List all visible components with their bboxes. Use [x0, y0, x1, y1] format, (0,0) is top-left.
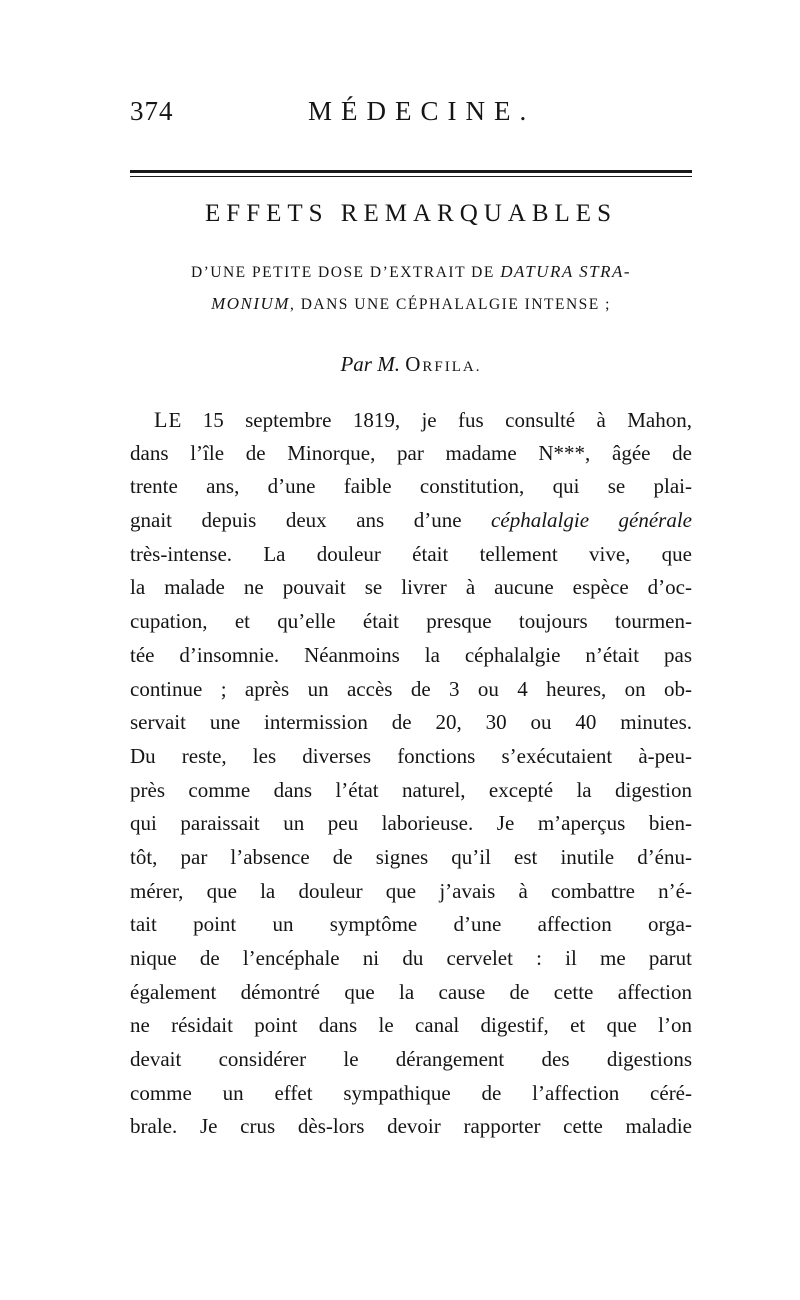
initial-capital: L — [154, 407, 169, 432]
text-line — [130, 807, 692, 841]
section-title: MÉDECINE. — [308, 96, 536, 126]
text-line — [130, 403, 692, 437]
line-text: continue ; après un accès de 3 ou 4 heures, on ob- — [130, 676, 692, 701]
text-line — [130, 504, 692, 538]
header-rule-thick — [130, 170, 692, 173]
text-line — [130, 976, 692, 1010]
text-line — [130, 908, 692, 942]
subtitle-text: , DANS UNE CÉPHALALGIE INTENSE ; — [289, 296, 611, 313]
text-line — [130, 437, 692, 471]
text-line — [130, 639, 692, 673]
author-name: ORFILA. — [405, 352, 482, 376]
text-line — [130, 942, 692, 976]
author-byline — [130, 352, 692, 377]
text-line — [130, 1110, 692, 1144]
line-text: également démontré que la cause de cette affection — [130, 979, 692, 1004]
line-text: servait une intermission de 20, 30 ou 40 minutes. — [130, 710, 692, 735]
text-line — [130, 571, 692, 605]
line-text: brale. Je crus dès-lors devoir rapporter cette maladie — [130, 1114, 692, 1139]
header-rule-thin — [130, 176, 692, 177]
subtitle-text: D’UNE PETITE DOSE D’EXTRAIT DE — [190, 264, 501, 281]
text-line — [130, 774, 692, 808]
text-line — [130, 538, 692, 572]
text-line — [130, 740, 692, 774]
line-text: ne résidait point dans le canal digestif, et que l’on — [130, 1013, 692, 1038]
text-line — [130, 1077, 692, 1111]
line-text: très-intense. La douleur était tellement vive, que — [130, 541, 692, 566]
line-text: gnait depuis deux ans d’une — [130, 508, 492, 533]
text-line — [130, 470, 692, 504]
line-text: dans l’île de Minorque, par madame N***, âgée de — [130, 440, 692, 465]
line-text: près comme dans l’état naturel, excepté la digestion — [130, 777, 692, 802]
article-title: EFFETS REMARQUABLES — [205, 200, 617, 227]
line-italic-text: céphalalgie générale — [491, 508, 693, 533]
running-head — [130, 96, 690, 136]
line-text: la malade ne pouvait se livrer à aucune espèce d’oc- — [130, 575, 692, 600]
article-subtitle-line-1 — [130, 262, 692, 282]
line-text: comme un effet sympathique de l’affection céré- — [130, 1080, 692, 1105]
line-text: cupation, et qu’elle était presque toujours tourmen- — [130, 609, 692, 634]
page-number: 374 — [130, 96, 174, 126]
byline-prefix: Par M. — [340, 352, 400, 376]
text-line — [130, 1043, 692, 1077]
line-text: mérer, que la douleur que j’avais à combattre n’é- — [130, 878, 692, 903]
subtitle-italic: MONIUM — [211, 294, 290, 313]
line-text: devait considérer le dérangement des digestions — [130, 1047, 692, 1072]
line-text: nique de l’encéphale ni du cervelet : il me parut — [130, 946, 692, 970]
line-text: tée d’insomnie. Néanmoins la céphalalgie n’était pas — [130, 642, 692, 667]
line-text: E 15 septembre 1819, je fus consulté à Mahon, — [168, 408, 692, 432]
line-text: trente ans, d’une faible constitution, qui se plai- — [130, 474, 692, 499]
line-text: tôt, par l’absence de signes qu’il est inutile d’énu- — [130, 844, 692, 869]
text-line — [130, 875, 692, 909]
text-line — [130, 1009, 692, 1043]
text-line — [130, 605, 692, 639]
text-line — [130, 706, 692, 740]
line-text: qui paraissait un peu laborieuse. Je m’aperçus bien- — [130, 811, 692, 836]
subtitle-italic: DATURA STRA- — [500, 262, 632, 281]
line-text: tait point un symptôme d’une affection orga- — [130, 912, 692, 937]
text-line — [130, 841, 692, 875]
line-text: Du reste, les diverses fonctions s’exécutaient à-peu- — [130, 743, 692, 768]
body-text — [130, 403, 692, 1144]
article-subtitle-line-2 — [130, 294, 692, 314]
text-line — [130, 673, 692, 707]
